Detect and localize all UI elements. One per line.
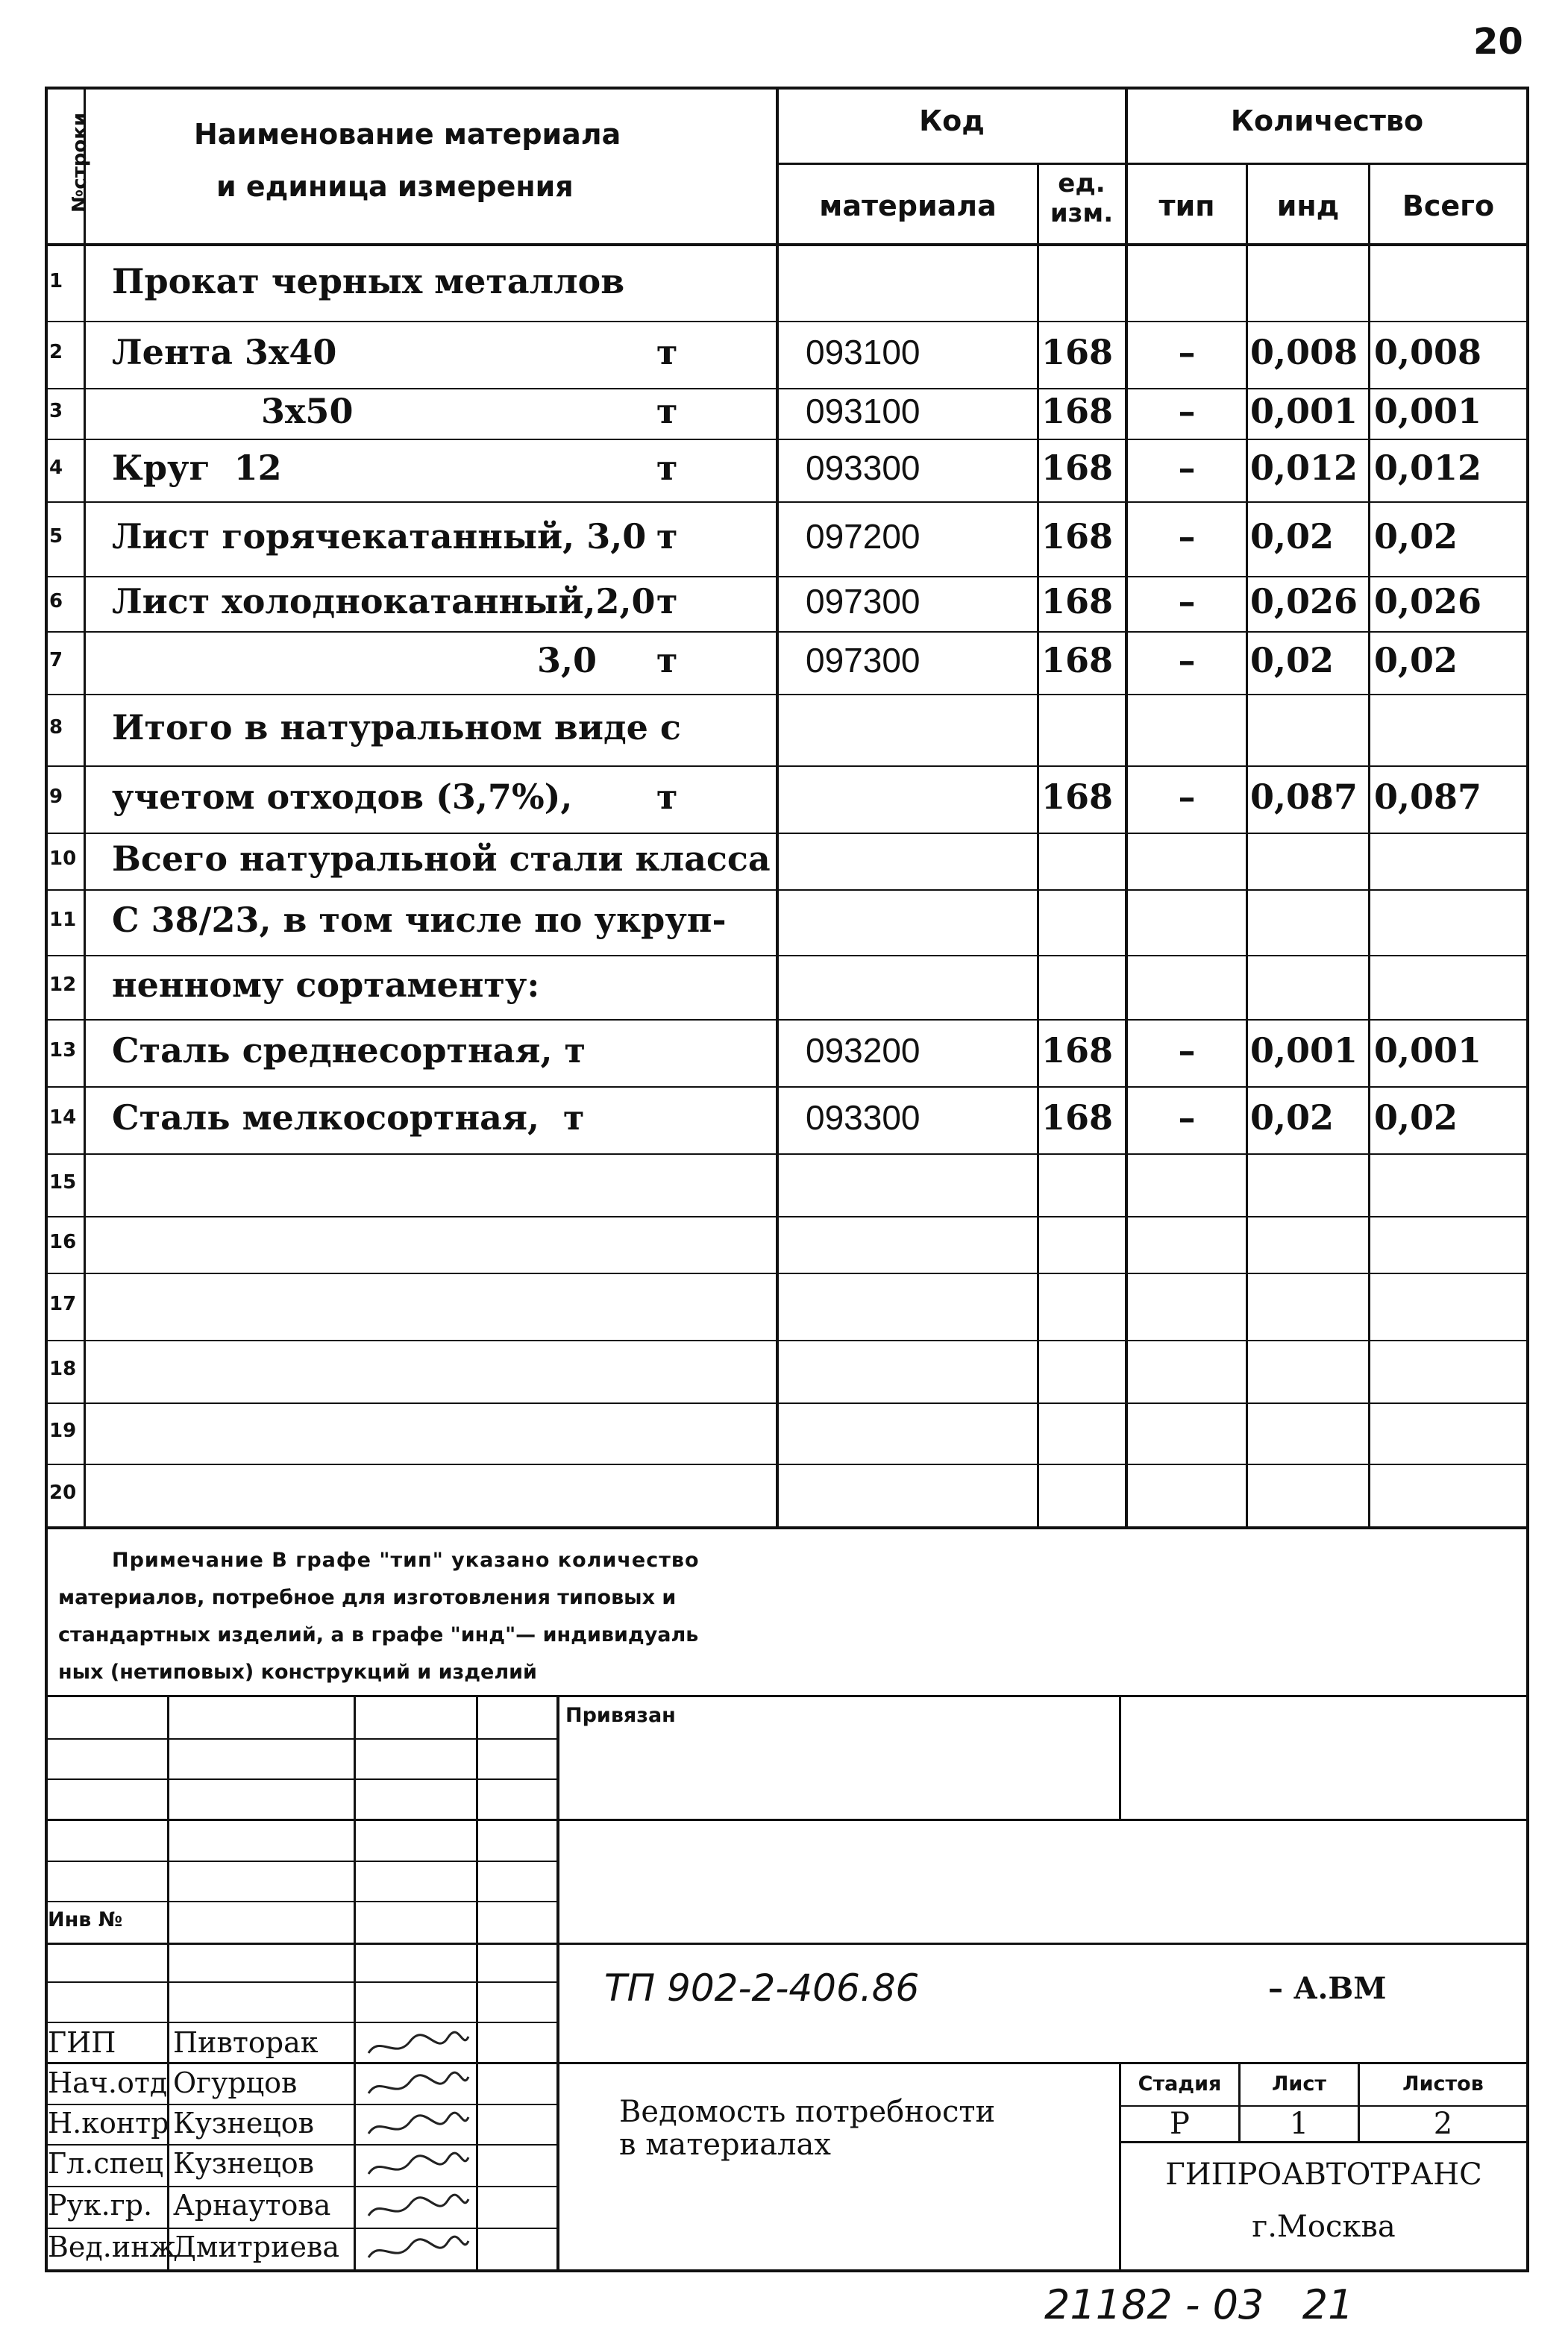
privyazan-label: Привязан (565, 1704, 676, 1727)
sheets-value: 2 (1433, 2107, 1453, 2141)
row-number-header: №строки (69, 112, 91, 213)
row-number: 4 (49, 457, 63, 479)
row-number: 17 (49, 1293, 77, 1315)
sheet-mark: – А.ВМ (1268, 1971, 1387, 2006)
footer-archive-number: 21182 - 03 21 (1044, 2281, 1354, 2328)
stage-value: Р (1170, 2107, 1190, 2141)
row-number: 10 (49, 847, 77, 870)
code-group-header: Код (919, 104, 985, 137)
material-name: учетом отходов (3,7%), (112, 777, 573, 817)
qty-total: 0,02 (1374, 1097, 1458, 1138)
qty-group-header: Количество (1230, 104, 1424, 137)
document-code: ТП 902-2-406.86 (604, 1966, 920, 2010)
qty-ind: 0,02 (1250, 516, 1335, 557)
handwritten-signature (366, 2071, 470, 2102)
qty-type: – (1178, 777, 1196, 817)
qty-ind: 0,02 (1250, 1097, 1335, 1138)
material-name: Лента 3х40 (112, 332, 337, 372)
sheet-value: 1 (1289, 2107, 1309, 2141)
name-unit: т (656, 640, 678, 680)
material-code: 093100 (806, 392, 921, 430)
row-number: 6 (49, 590, 63, 612)
row-number: 9 (49, 786, 63, 808)
qty-ind: 0,087 (1250, 777, 1358, 817)
signature-role: Нач.отд (48, 2066, 168, 2099)
row-number: 13 (49, 1039, 77, 1062)
material-code: 097300 (806, 582, 921, 621)
note-line-3: стандартных изделий, а в графе "инд"— индивидуаль (58, 1623, 699, 1646)
unit-code: 168 (1041, 1097, 1114, 1138)
name-unit: т (656, 391, 678, 431)
signature-name: Пивторак (173, 2026, 319, 2059)
handwritten-signature (366, 2111, 470, 2143)
signature-role: Рук.гр. (48, 2189, 153, 2222)
unit-header: ед. изм. (1050, 169, 1114, 228)
name-unit: т (656, 777, 678, 817)
qty-ind: 0,001 (1250, 391, 1358, 431)
unit-code: 168 (1041, 640, 1114, 680)
qty-type: – (1178, 1097, 1196, 1138)
qty-type: – (1178, 1030, 1196, 1071)
material-name: Лист холоднокатанный,2,0 (112, 581, 656, 621)
organization-city: г.Москва (1252, 2210, 1396, 2244)
handwritten-signature (366, 2193, 470, 2225)
qty-ind: 0,008 (1250, 332, 1358, 372)
signature-role: Н.контр (48, 2107, 169, 2140)
unit-code: 168 (1041, 777, 1114, 817)
material-name: Сталь среднесортная, т (112, 1030, 586, 1071)
material-name: Прокат черных металлов (112, 261, 625, 301)
row-number: 7 (49, 649, 63, 671)
material-name: ненному сортаменту: (112, 965, 540, 1005)
material-name: Сталь мелкосортная, т (112, 1097, 585, 1138)
row-number: 19 (49, 1420, 77, 1442)
qty-total: 0,02 (1374, 640, 1458, 680)
unit-code: 168 (1041, 1030, 1114, 1071)
document-title-line1: Ведомость потребности (619, 2095, 996, 2129)
material-name: Всего натуральной стали класса (112, 839, 771, 879)
unit-code: 168 (1041, 391, 1114, 431)
qty-total: 0,008 (1374, 332, 1482, 372)
unit-code: 168 (1041, 448, 1114, 488)
row-number: 12 (49, 974, 77, 996)
qty-type: – (1178, 640, 1196, 680)
name-unit: т (656, 516, 678, 557)
handwritten-signature (366, 2235, 470, 2266)
handwritten-signature (366, 2031, 470, 2062)
material-name: С 38/23, в том числе по укруп- (112, 900, 727, 940)
handwritten-signature (366, 2151, 470, 2183)
qty-type: – (1178, 332, 1196, 372)
qty-type: – (1178, 516, 1196, 557)
row-number: 1 (49, 270, 63, 292)
signature-role: Вед.инж (48, 2231, 176, 2263)
row-number: 20 (49, 1482, 77, 1504)
stage-label: Стадия (1138, 2072, 1222, 2096)
material-code: 097300 (806, 641, 921, 680)
organization-name: ГИПРОАВТОТРАНС (1165, 2157, 1482, 2192)
name-header-line2: и единица измерения (216, 170, 574, 203)
row-number: 16 (49, 1231, 77, 1253)
row-number: 2 (49, 341, 63, 363)
signature-role: Гл.спец (48, 2147, 163, 2180)
material-code: 093300 (806, 1098, 921, 1137)
material-name: 3,0 (537, 640, 598, 680)
row-number: 15 (49, 1171, 77, 1194)
material-name: Круг 12 (112, 448, 282, 488)
row-number: 8 (49, 716, 63, 739)
unit-code: 168 (1041, 581, 1114, 621)
signature-name: Огурцов (173, 2066, 298, 2099)
name-unit: т (656, 448, 678, 488)
total-header: Всего (1402, 189, 1495, 222)
qty-total: 0,02 (1374, 516, 1458, 557)
ind-header: инд (1276, 189, 1340, 222)
material-name: Итого в натуральном виде с (112, 707, 681, 747)
note-line-4: ных (нетиповых) конструкций и изделий (58, 1661, 537, 1684)
row-number: 14 (49, 1106, 77, 1129)
qty-type: – (1178, 391, 1196, 431)
row-number: 5 (49, 525, 63, 548)
signature-name: Арнаутова (173, 2189, 331, 2222)
sheet-label: Лист (1272, 2072, 1326, 2096)
row-number: 11 (49, 909, 77, 931)
qty-ind: 0,012 (1250, 448, 1358, 488)
note-line-1: Примечание В графе "тип" указано количество (112, 1549, 700, 1572)
name-header-line1: Наименование материала (194, 118, 621, 151)
material-code: 097200 (806, 517, 921, 556)
sheets-label: Листов (1402, 2072, 1484, 2096)
name-unit: т (656, 332, 678, 372)
type-header: тип (1158, 189, 1215, 222)
qty-total: 0,001 (1374, 1030, 1482, 1071)
qty-ind: 0,001 (1250, 1030, 1358, 1071)
qty-type: – (1178, 581, 1196, 621)
note-line-2: материалов, потребное для изготовления типовых и (58, 1586, 677, 1609)
page-number: 20 (1473, 21, 1523, 63)
qty-type: – (1178, 448, 1196, 488)
signature-role: ГИП (48, 2026, 116, 2059)
qty-ind: 0,026 (1250, 581, 1358, 621)
material-code-header: материала (819, 189, 997, 222)
material-code: 093300 (806, 448, 921, 487)
name-unit: т (656, 581, 678, 621)
qty-total: 0,001 (1374, 391, 1482, 431)
qty-total: 0,026 (1374, 581, 1482, 621)
document-title-line2: в материалах (619, 2128, 831, 2162)
material-code: 093200 (806, 1031, 921, 1070)
qty-total: 0,087 (1374, 777, 1482, 817)
unit-code: 168 (1041, 516, 1114, 557)
material-name: 3х50 (261, 391, 354, 431)
qty-total: 0,012 (1374, 448, 1482, 488)
signature-name: Кузнецов (173, 2147, 315, 2180)
unit-code: 168 (1041, 332, 1114, 372)
material-code: 093100 (806, 333, 921, 372)
row-number: 18 (49, 1358, 77, 1380)
qty-ind: 0,02 (1250, 640, 1335, 680)
inv-number-label: Инв № (48, 1908, 123, 1931)
material-name: Лист горячекатанный, 3,0 (112, 516, 647, 557)
signature-name: Дмитриева (173, 2231, 339, 2263)
row-number: 3 (49, 400, 63, 422)
signature-name: Кузнецов (173, 2107, 315, 2140)
